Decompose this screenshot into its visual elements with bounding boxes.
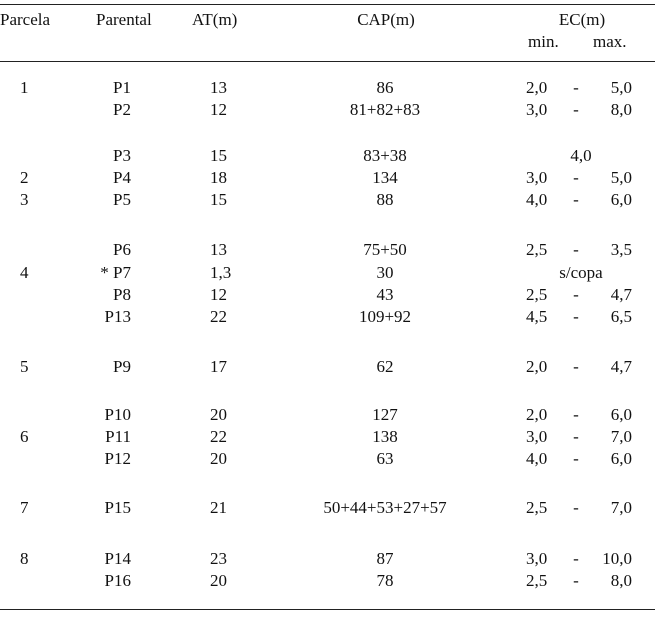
range-dash: - (573, 498, 579, 517)
cell-cap: 43 (376, 285, 394, 304)
cell-cap: 75+50 (363, 240, 407, 259)
cell-ec-max: 8,0 (610, 571, 632, 590)
cell-cap: 81+82+83 (349, 100, 421, 119)
cell-at: 20 (210, 571, 227, 590)
range-dash: - (573, 571, 579, 590)
cell-ec-min: 3,0 (526, 427, 548, 446)
cell-ec-min: 3,0 (526, 168, 548, 187)
range-dash: - (573, 307, 579, 326)
cell-ec-min: 4,0 (526, 190, 548, 209)
range-dash: - (573, 357, 579, 376)
cell-at: 12 (210, 285, 227, 304)
cell-at: 20 (210, 449, 227, 468)
cell-at: 1,3 (210, 263, 232, 282)
cell-cap: 62 (376, 357, 394, 376)
cell-parental: P14 (104, 549, 131, 568)
cell-parental: P4 (113, 168, 131, 187)
cell-at: 22 (210, 307, 227, 326)
cell-cap: 127 (372, 405, 398, 424)
cell-at: 13 (210, 78, 227, 97)
cell-parental: P9 (113, 357, 131, 376)
cell-parental: * P7 (100, 263, 131, 282)
cell-parental: P8 (113, 285, 131, 304)
range-dash: - (573, 427, 579, 446)
cell-ec-min: 2,0 (526, 78, 548, 97)
cell-ec-max: 8,0 (610, 100, 632, 119)
range-dash: - (573, 78, 579, 97)
cell-ec-max: 7,0 (610, 427, 632, 446)
range-dash: - (573, 549, 579, 568)
cell-cap: 87 (376, 549, 394, 568)
cell-cap: 88 (376, 190, 394, 209)
header-ec-max: max. (593, 32, 627, 51)
cell-cap: 86 (376, 78, 394, 97)
cell-parcela: 7 (20, 498, 29, 517)
cell-ec-max: 6,5 (610, 307, 632, 326)
cell-ec-max: 5,0 (610, 78, 632, 97)
cell-cap: 78 (376, 571, 394, 590)
cell-parental: P10 (104, 405, 131, 424)
bottom-rule (0, 609, 655, 610)
header-at: AT(m) (192, 10, 238, 29)
cell-parental: P1 (113, 78, 131, 97)
cell-ec-min: 4,0 (526, 449, 548, 468)
cell-ec-min: 4,5 (526, 307, 548, 326)
cell-parcela: 8 (20, 549, 29, 568)
cell-at: 15 (210, 146, 227, 165)
cell-cap: 134 (372, 168, 398, 187)
cell-at: 18 (210, 168, 227, 187)
cell-at: 12 (210, 100, 227, 119)
header-ec-min: min. (528, 32, 559, 51)
top-rule (0, 4, 655, 5)
cell-parental: P5 (113, 190, 131, 209)
cell-ec-max: 5,0 (610, 168, 632, 187)
cell-ec-min: 3,0 (526, 100, 548, 119)
cell-cap: 109+92 (358, 307, 412, 326)
range-dash: - (573, 240, 579, 259)
header-parcela: Parcela (0, 10, 51, 29)
cell-parental: P15 (104, 498, 131, 517)
cell-at: 22 (210, 427, 227, 446)
cell-ec-max: 7,0 (610, 498, 632, 517)
cell-ec-min: 2,5 (526, 240, 548, 259)
cell-ec-max: 10,0 (602, 549, 632, 568)
cell-cap: 30 (376, 263, 394, 282)
cell-at: 17 (210, 357, 227, 376)
cell-at: 20 (210, 405, 227, 424)
cell-ec: 4,0 (570, 146, 592, 165)
cell-ec-min: 3,0 (526, 549, 548, 568)
cell-parental: P11 (105, 427, 131, 446)
cell-ec-max: 6,0 (610, 190, 632, 209)
range-dash: - (573, 168, 579, 187)
cell-parental: P6 (113, 240, 131, 259)
cell-ec-min: 2,5 (526, 571, 548, 590)
header-parental: Parental (96, 10, 152, 29)
cell-ec-max: 3,5 (610, 240, 632, 259)
cell-ec: s/copa (559, 263, 603, 282)
range-dash: - (573, 449, 579, 468)
cell-ec-max: 6,0 (610, 405, 632, 424)
cell-parental: P3 (113, 146, 131, 165)
cell-cap: 63 (376, 449, 394, 468)
cell-parcela: 2 (20, 168, 29, 187)
cell-ec-min: 2,0 (526, 405, 548, 424)
cell-parcela: 6 (20, 427, 29, 446)
cell-at: 21 (210, 498, 227, 517)
cell-ec-min: 2,0 (526, 357, 548, 376)
cell-parental: P13 (104, 307, 131, 326)
cell-parcela: 5 (20, 357, 29, 376)
range-dash: - (573, 405, 579, 424)
cell-at: 23 (210, 549, 227, 568)
range-dash: - (573, 285, 579, 304)
cell-parental: P12 (104, 449, 131, 468)
header-ec: EC(m) (558, 10, 606, 29)
cell-ec-max: 4,7 (610, 357, 632, 376)
header-cap: CAP(m) (357, 10, 415, 29)
cell-parcela: 1 (20, 78, 29, 97)
cell-at: 13 (210, 240, 227, 259)
cell-ec-max: 4,7 (610, 285, 632, 304)
cell-ec-min: 2,5 (526, 285, 548, 304)
cell-parcela: 4 (20, 263, 29, 282)
header-rule (0, 61, 655, 62)
cell-parcela: 3 (20, 190, 29, 209)
cell-at: 15 (210, 190, 227, 209)
cell-cap: 83+38 (363, 146, 407, 165)
cell-parental: P16 (104, 571, 131, 590)
cell-ec-max: 6,0 (610, 449, 632, 468)
range-dash: - (573, 100, 579, 119)
range-dash: - (573, 190, 579, 209)
cell-cap: 138 (372, 427, 398, 446)
cell-cap: 50+44+53+27+57 (323, 498, 447, 517)
cell-parental: P2 (113, 100, 131, 119)
cell-ec-min: 2,5 (526, 498, 548, 517)
